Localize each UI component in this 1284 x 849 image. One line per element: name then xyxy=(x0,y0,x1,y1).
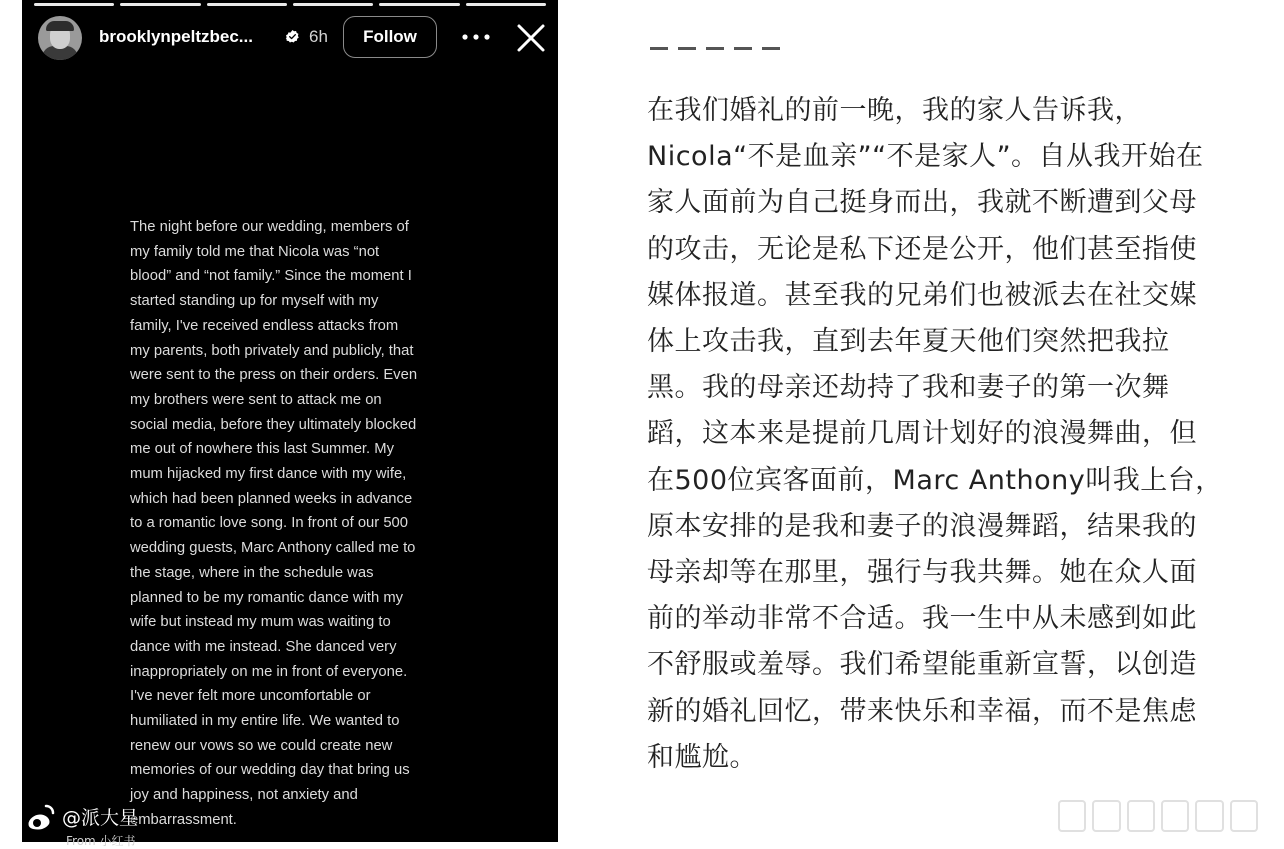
translation-line: 黑。我的母亲还劫持了我和妻子的第一次舞 xyxy=(647,372,1170,404)
translation-line: 不舒服或羞辱。我们希望能重新宣誓，以创造 xyxy=(647,649,1197,681)
username[interactable]: brooklynpeltzbec... xyxy=(99,27,253,46)
progress-segment xyxy=(379,3,459,6)
translation-line: 新的婚礼回忆，带来快乐和幸福，而不是焦虑 xyxy=(647,695,1197,727)
translation-line: 蹈，这本来是提前几周计划好的浪漫舞曲，但 xyxy=(647,418,1197,450)
progress-segment xyxy=(120,3,200,6)
story-viewer xyxy=(22,0,558,842)
avatar[interactable] xyxy=(38,16,82,60)
verified-badge-icon xyxy=(285,29,300,44)
watermark-handle: @派大星 xyxy=(62,807,139,829)
progress-segment xyxy=(466,3,546,6)
translation-line: 前的举动非常不合适。我一生中从未感到如此 xyxy=(647,603,1197,635)
more-horizontal-icon[interactable] xyxy=(462,34,490,40)
story-progress-bar xyxy=(34,3,546,6)
translation-line: 原本安排的是我和妻子的浪漫舞蹈，结果我的 xyxy=(647,510,1197,542)
translation-line: 媒体报道。甚至我的兄弟们也被派去在社交媒 xyxy=(647,279,1197,311)
watermark-source: From 小红书 xyxy=(66,834,136,848)
translation-line: 体上攻击我，直到去年夏天他们突然把我拉 xyxy=(647,326,1170,358)
cropped-text-fragment xyxy=(650,36,800,50)
translation-line: Nicola“不是血亲”“不是家人”。自从我开始在 xyxy=(647,141,1204,173)
progress-segment xyxy=(207,3,287,6)
image-watermark xyxy=(1058,800,1258,830)
story-header xyxy=(36,16,550,62)
translation-line: 在500位宾客面前，Marc Anthony叫我上台， xyxy=(647,464,1223,496)
translation-line: 在我们婚礼的前一晚，我的家人告诉我， xyxy=(647,95,1142,126)
story-text: The night before our wedding, members of my family told me that Nicola was “not blood” and “not family.” Since the moment I started standing up for myself with my family, I've received endless attacks from my parents, both privately and publicly, that were sent to the press on their orders. Even my brothers were sent to attack me on social media, before they ultimately blocked me out of nowhere this last Summer. My mum hijacked my first dance with my wife, which had been planned weeks in advance to a romantic love song. In front of our 500 wedding guests, Marc Anthony called me to the stage, where in the schedule was planned to be my romantic dance with my wife but instead my mum was waiting to dance with me instead. She danced very inappropriately on me in front of everyone. I've never felt more uncomfortable or humiliated in my entire life. We wanted to renew our vows so we could create new memories of our wedding day that bring us joy and happiness, not anxiety and embarrassment. xyxy=(130,219,418,828)
chinese-translation xyxy=(647,88,1257,781)
progress-segment xyxy=(34,3,114,6)
translation-line: 的攻击，无论是私下还是公开，他们甚至指使 xyxy=(647,233,1197,265)
follow-button[interactable]: Follow xyxy=(343,16,437,58)
translation-line: 家人面前为自己挺身而出，我就不断遭到父母 xyxy=(647,187,1197,219)
post-time: 6h xyxy=(309,27,328,46)
close-icon[interactable] xyxy=(515,22,547,54)
progress-segment xyxy=(293,3,373,6)
translation-line: 母亲却等在那里，强行与我共舞。她在众人面 xyxy=(647,557,1197,589)
translation-line: 和尴尬。 xyxy=(647,741,757,773)
weibo-logo-icon xyxy=(24,802,56,832)
